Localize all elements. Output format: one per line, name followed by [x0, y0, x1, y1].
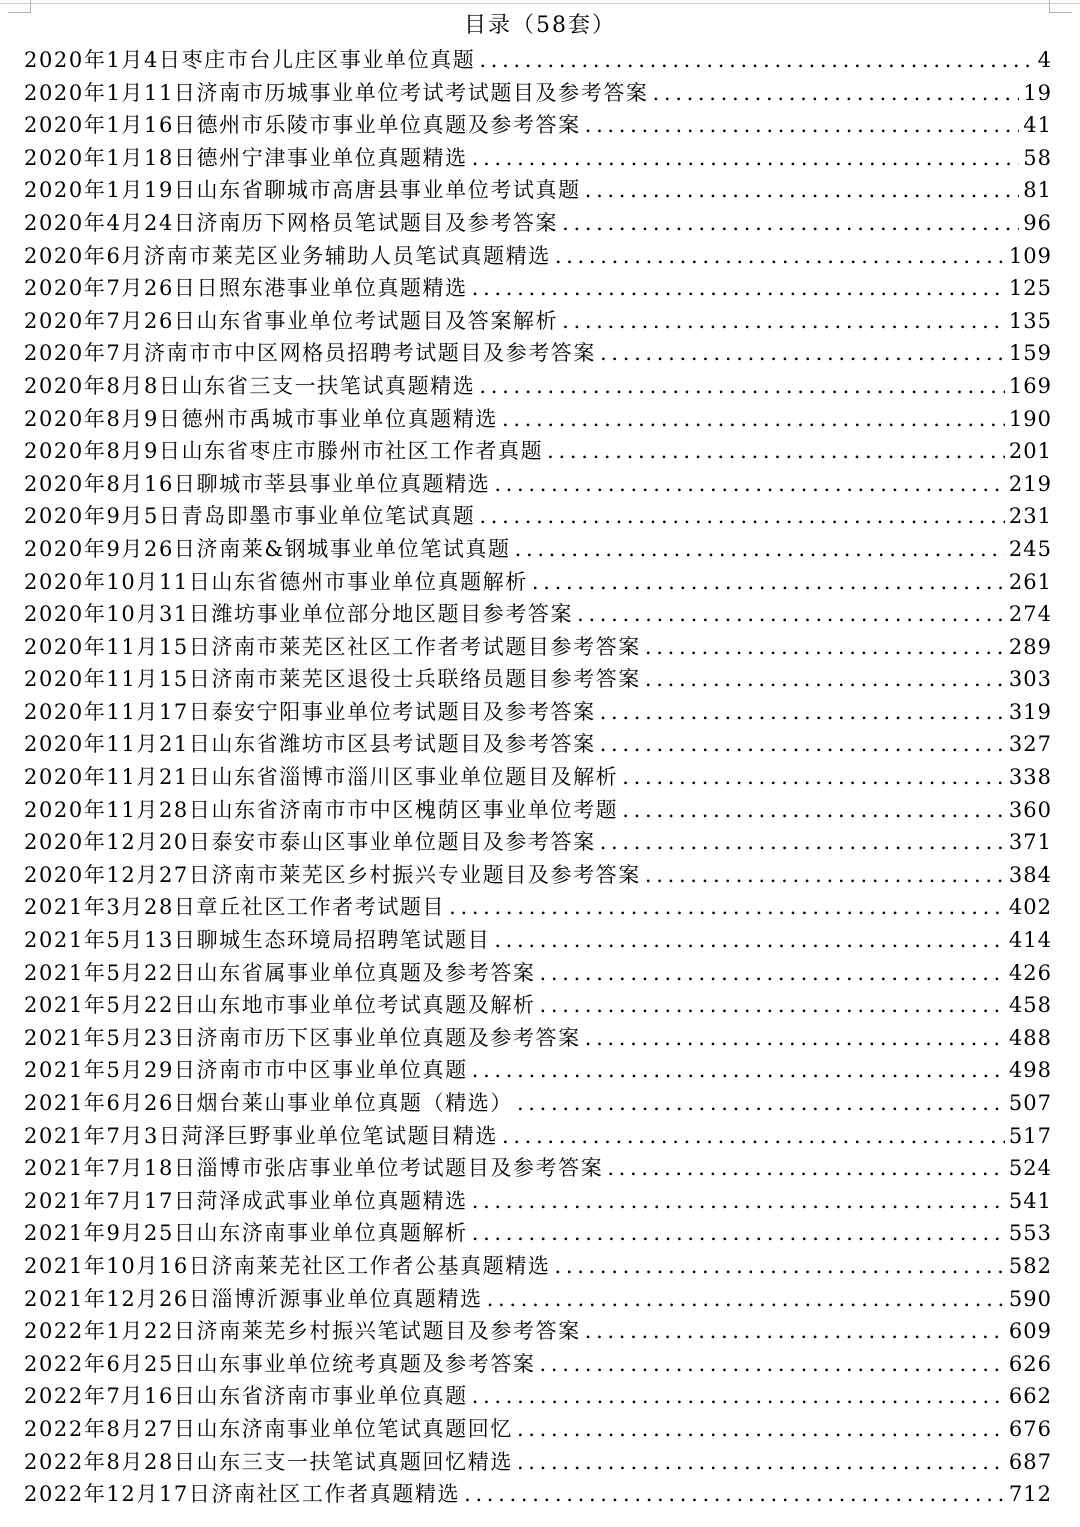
dot-leader	[540, 957, 1005, 990]
dot-leader	[585, 109, 1020, 142]
toc-entry-page-number: 507	[1008, 1091, 1052, 1115]
toc-entry-title: 2022年6月25日山东事业单位统考真题及参考答案	[24, 1351, 536, 1376]
toc-entry[interactable]	[24, 1283, 1052, 1316]
toc-entry[interactable]	[24, 44, 1052, 77]
toc-entry-title: 2022年1月22日济南莱芜乡村振兴笔试题目及参考答案	[24, 1319, 581, 1344]
toc-entry-page-number: 96	[1023, 210, 1052, 235]
toc-entry-page-number: 402	[1008, 895, 1052, 920]
toc-entry[interactable]	[24, 1087, 1052, 1120]
toc-entry[interactable]	[24, 109, 1052, 142]
toc-entry-page-number: 231	[1008, 504, 1052, 529]
toc-entry-title: 2021年7月3日菏泽巨野事业单位笔试题目精选	[24, 1123, 498, 1148]
toc-entry-page-number: 319	[1008, 699, 1052, 724]
toc-entry-page-number: 219	[1008, 471, 1052, 496]
toc-entry-page-number: 109	[1008, 243, 1052, 268]
dot-leader	[645, 859, 1005, 892]
toc-entry[interactable]	[24, 1250, 1052, 1283]
toc-entry-title: 2020年9月5日青岛即墨市事业单位笔试真题	[24, 504, 476, 529]
toc-entry[interactable]	[24, 696, 1052, 729]
dot-leader	[645, 631, 1005, 664]
dot-leader	[562, 305, 1005, 338]
toc-entry-title: 2020年1月18日德州宁津事业单位真题精选	[24, 145, 468, 170]
toc-entry-title: 2020年11月28日山东省济南市市中区槐荫区事业单位考题	[24, 797, 619, 822]
dot-leader	[645, 663, 1005, 696]
toc-entry-page-number: 169	[1008, 373, 1052, 398]
dot-leader	[479, 370, 1005, 403]
toc-entry-title: 2020年1月4日枣庄市台儿庄区事业单位真题	[24, 48, 476, 72]
toc-entry[interactable]	[24, 240, 1052, 273]
toc-entry-page-number: 582	[1008, 1253, 1052, 1278]
toc-entry[interactable]	[24, 1478, 1052, 1511]
toc-entry[interactable]	[24, 891, 1052, 924]
toc-title: 目录（58套）	[464, 13, 616, 38]
dot-leader	[517, 1446, 1005, 1479]
toc-entry-page-number: 327	[1008, 732, 1052, 757]
toc-entry-title: 2020年1月16日德州市乐陵市事业单位真题及参考答案	[24, 113, 581, 138]
toc-entry-page-number: 261	[1008, 569, 1052, 594]
toc-entry[interactable]	[24, 305, 1052, 338]
dot-leader	[585, 174, 1020, 207]
toc-entry-title: 2020年7月26日日照东港事业单位真题精选	[24, 276, 468, 301]
toc-entry-title: 2021年9月25日山东济南事业单位真题解析	[24, 1221, 468, 1246]
toc-entry-title: 2020年10月31日潍坊事业单位部分地区题目参考答案	[24, 602, 574, 627]
toc-entry-title: 2020年7月26日山东省事业单位考试题目及答案解析	[24, 308, 559, 333]
toc-entry-page-number: 458	[1008, 993, 1052, 1018]
dot-leader	[472, 1380, 1005, 1413]
dot-leader	[607, 1152, 1005, 1185]
toc-entry[interactable]	[24, 403, 1052, 436]
toc-entry-page-number: 274	[1008, 602, 1052, 627]
toc-entry[interactable]	[24, 1022, 1052, 1055]
toc-entry-page-number: 289	[1008, 634, 1052, 659]
toc-entry-page-number: 81	[1023, 178, 1052, 203]
toc-entry-page-number: 125	[1008, 276, 1052, 301]
toc-entry[interactable]	[24, 924, 1052, 957]
dot-leader	[585, 1315, 1005, 1348]
toc-entry[interactable]	[24, 1348, 1052, 1381]
toc-entry[interactable]	[24, 1446, 1052, 1479]
toc-entry-title: 2020年6月济南市莱芜区业务辅助人员笔试真题精选	[24, 243, 551, 268]
toc-entry-page-number: 19	[1023, 80, 1052, 105]
toc-entry-title: 2020年11月15日济南市莱芜区退役士兵联络员题目参考答案	[24, 667, 641, 692]
toc-entry-page-number: 384	[1008, 862, 1052, 887]
toc-entry[interactable]	[24, 1217, 1052, 1250]
dot-leader	[517, 1413, 1005, 1446]
toc-entry-title: 2021年5月22日山东地市事业单位考试真题及解析	[24, 993, 536, 1018]
toc-entry[interactable]	[24, 468, 1052, 501]
dot-leader	[472, 1217, 1005, 1250]
dot-leader	[555, 1250, 1005, 1283]
dot-leader	[472, 1054, 1005, 1087]
dot-leader	[600, 728, 1005, 761]
toc-entry-page-number: 541	[1008, 1188, 1052, 1213]
dot-leader	[585, 1022, 1005, 1055]
toc-entry-title: 2020年1月19日山东省聊城市高唐县事业单位考试真题	[24, 178, 581, 203]
toc-entry-title: 2020年1月11日济南市历城事业单位考试考试题目及参考答案	[24, 80, 649, 105]
toc-entry-title: 2021年7月17日菏泽成武事业单位真题精选	[24, 1188, 468, 1213]
dot-leader	[600, 696, 1005, 729]
toc-entry-title: 2020年11月21日山东省潍坊市区县考试题目及参考答案	[24, 732, 596, 757]
dot-leader	[494, 924, 1005, 957]
toc-entry[interactable]	[24, 500, 1052, 533]
toc-entry-page-number: 135	[1008, 308, 1052, 333]
toc-entry-page-number: 626	[1008, 1351, 1052, 1376]
toc-entry-title: 2021年5月22日山东省属事业单位真题及参考答案	[24, 960, 536, 985]
dot-leader	[464, 1478, 1005, 1511]
toc-entry[interactable]	[24, 272, 1052, 305]
toc-entry[interactable]	[24, 1315, 1052, 1348]
dot-leader	[532, 566, 1005, 599]
toc-entry-title: 2020年11月17日泰安宁阳事业单位考试题目及参考答案	[24, 699, 596, 724]
toc-entry-page-number: 58	[1023, 145, 1052, 170]
toc-entry-title: 2020年9月26日济南莱&钢城事业单位笔试真题	[24, 536, 511, 561]
toc-entry[interactable]	[24, 826, 1052, 859]
dot-leader	[562, 207, 1019, 240]
toc-entry-page-number: 498	[1008, 1058, 1052, 1083]
toc-entry[interactable]	[24, 533, 1052, 566]
toc-entry[interactable]	[24, 337, 1052, 370]
dot-leader	[515, 533, 1005, 566]
toc-entry-page-number: 245	[1008, 536, 1052, 561]
toc-entry[interactable]	[24, 989, 1052, 1022]
dot-leader	[472, 272, 1005, 305]
toc-entry-page-number: 712	[1008, 1482, 1052, 1507]
toc-entry[interactable]	[24, 1380, 1052, 1413]
toc-entry-title: 2021年5月23日济南市历下区事业单位真题及参考答案	[24, 1025, 581, 1050]
toc-entry-title: 2020年12月20日泰安市泰山区事业单位题目及参考答案	[24, 830, 596, 855]
toc-entry-page-number: 676	[1008, 1416, 1052, 1441]
toc-entry-title: 2022年12月17日济南社区工作者真题精选	[24, 1482, 461, 1507]
toc-entry[interactable]	[24, 566, 1052, 599]
toc-entry[interactable]	[24, 77, 1052, 110]
toc-entry-title: 2020年8月9日德州市禹城市事业单位真题精选	[24, 406, 498, 431]
toc-entry[interactable]	[24, 631, 1052, 664]
toc-entry-page-number: 371	[1008, 830, 1052, 855]
toc-entry-title: 2020年11月15日济南市莱芜区社区工作者考试题目参考答案	[24, 634, 641, 659]
toc-entry-title: 2021年12月26日淄博沂源事业单位真题精选	[24, 1286, 483, 1311]
toc-entry-page-number: 553	[1008, 1221, 1052, 1246]
toc-entry-page-number: 338	[1008, 765, 1052, 790]
toc-entry[interactable]	[24, 207, 1052, 240]
toc-entry-title: 2021年5月29日济南市市中区事业单位真题	[24, 1058, 468, 1083]
dot-leader	[494, 468, 1005, 501]
toc-entry-title: 2022年7月16日山东省济南市事业单位真题	[24, 1384, 468, 1409]
toc-entry-title: 2021年5月13日聊城生态环境局招聘笔试题目	[24, 928, 491, 953]
toc-entry-page-number: 360	[1008, 797, 1052, 822]
toc-entry[interactable]	[24, 728, 1052, 761]
toc-entry-page-number: 524	[1008, 1156, 1052, 1181]
toc-entry-page-number: 159	[1008, 341, 1052, 366]
toc-entry-page-number: 190	[1008, 406, 1052, 431]
toc-entry[interactable]	[24, 142, 1052, 175]
dot-leader	[540, 1348, 1005, 1381]
toc-entry-title: 2020年10月11日山东省德州市事业单位真题解析	[24, 569, 528, 594]
toc-entry-title: 2020年7月济南市市中区网格员招聘考试题目及参考答案	[24, 341, 597, 366]
dot-leader	[577, 598, 1005, 631]
toc-entry[interactable]	[24, 1152, 1052, 1185]
toc-entry[interactable]	[24, 794, 1052, 827]
dot-leader	[487, 1283, 1005, 1316]
toc-entry-page-number: 488	[1008, 1025, 1052, 1050]
page-top-border	[0, 3, 1080, 4]
toc-entry-page-number: 426	[1008, 960, 1052, 985]
toc-entry-page-number: 590	[1008, 1286, 1052, 1311]
toc-entry[interactable]	[24, 957, 1052, 990]
toc-entry[interactable]	[24, 435, 1052, 468]
dot-leader	[472, 142, 1020, 175]
dot-leader	[502, 403, 1005, 436]
dot-leader	[479, 500, 1005, 533]
toc-entry-page-number: 201	[1008, 439, 1052, 464]
dot-leader	[555, 240, 1005, 273]
dot-leader	[622, 761, 1005, 794]
toc-entry[interactable]	[24, 1413, 1052, 1446]
toc-entry-title: 2022年8月27日山东济南事业单位笔试真题回忆	[24, 1416, 513, 1441]
dot-leader	[540, 989, 1005, 1022]
toc-entry-page-number: 4	[1037, 48, 1052, 72]
toc-entry[interactable]	[24, 761, 1052, 794]
dot-leader	[472, 1185, 1005, 1218]
toc-entry-title: 2020年8月8日山东省三支一扶笔试真题精选	[24, 373, 476, 398]
toc-list	[24, 44, 1052, 1511]
toc-entry-page-number: 609	[1008, 1319, 1052, 1344]
toc-entry-title: 2021年7月18日淄博市张店事业单位考试题目及参考答案	[24, 1156, 604, 1181]
toc-entry-page-number: 414	[1008, 928, 1052, 953]
toc-entry[interactable]	[24, 1054, 1052, 1087]
dot-leader	[479, 44, 1033, 77]
toc-entry[interactable]	[24, 174, 1052, 207]
dot-leader	[517, 1087, 1005, 1120]
toc-entry[interactable]	[24, 859, 1052, 892]
toc-entry-page-number: 517	[1008, 1123, 1052, 1148]
toc-entry-title: 2021年6月26日烟台莱山事业单位真题（精选）	[24, 1091, 513, 1115]
toc-entry-page-number: 41	[1023, 113, 1052, 138]
dot-leader	[449, 891, 1005, 924]
toc-entry-title: 2021年10月16日济南莱芜社区工作者公基真题精选	[24, 1253, 551, 1278]
toc-entry-title: 2021年3月28日章丘社区工作者考试题目	[24, 895, 446, 920]
toc-entry[interactable]	[24, 370, 1052, 403]
dot-leader	[653, 77, 1020, 110]
dot-leader	[600, 337, 1005, 370]
toc-entry[interactable]	[24, 598, 1052, 631]
toc-entry-page-number: 303	[1008, 667, 1052, 692]
toc-entry-page-number: 662	[1008, 1384, 1052, 1409]
dot-leader	[502, 1120, 1005, 1153]
toc-entry-title: 2020年11月21日山东省淄博市淄川区事业单位题目及解析	[24, 765, 619, 790]
toc-entry-title: 2020年4月24日济南历下网格员笔试题目及参考答案	[24, 210, 559, 235]
dot-leader	[547, 435, 1005, 468]
toc-entry-title: 2022年8月28日山东三支一扶笔试真题回忆精选	[24, 1449, 513, 1474]
toc-entry-title: 2020年12月27日济南市莱芜区乡村振兴专业题目及参考答案	[24, 862, 641, 887]
dot-leader	[622, 794, 1005, 827]
toc-entry[interactable]	[24, 1120, 1052, 1153]
toc-entry[interactable]	[24, 663, 1052, 696]
toc-entry-page-number: 687	[1008, 1449, 1052, 1474]
toc-entry-title: 2020年8月16日聊城市莘县事业单位真题精选	[24, 471, 491, 496]
toc-entry[interactable]	[24, 1185, 1052, 1218]
toc-entry-title: 2020年8月9日山东省枣庄市滕州市社区工作者真题	[24, 439, 544, 464]
dot-leader	[600, 826, 1005, 859]
